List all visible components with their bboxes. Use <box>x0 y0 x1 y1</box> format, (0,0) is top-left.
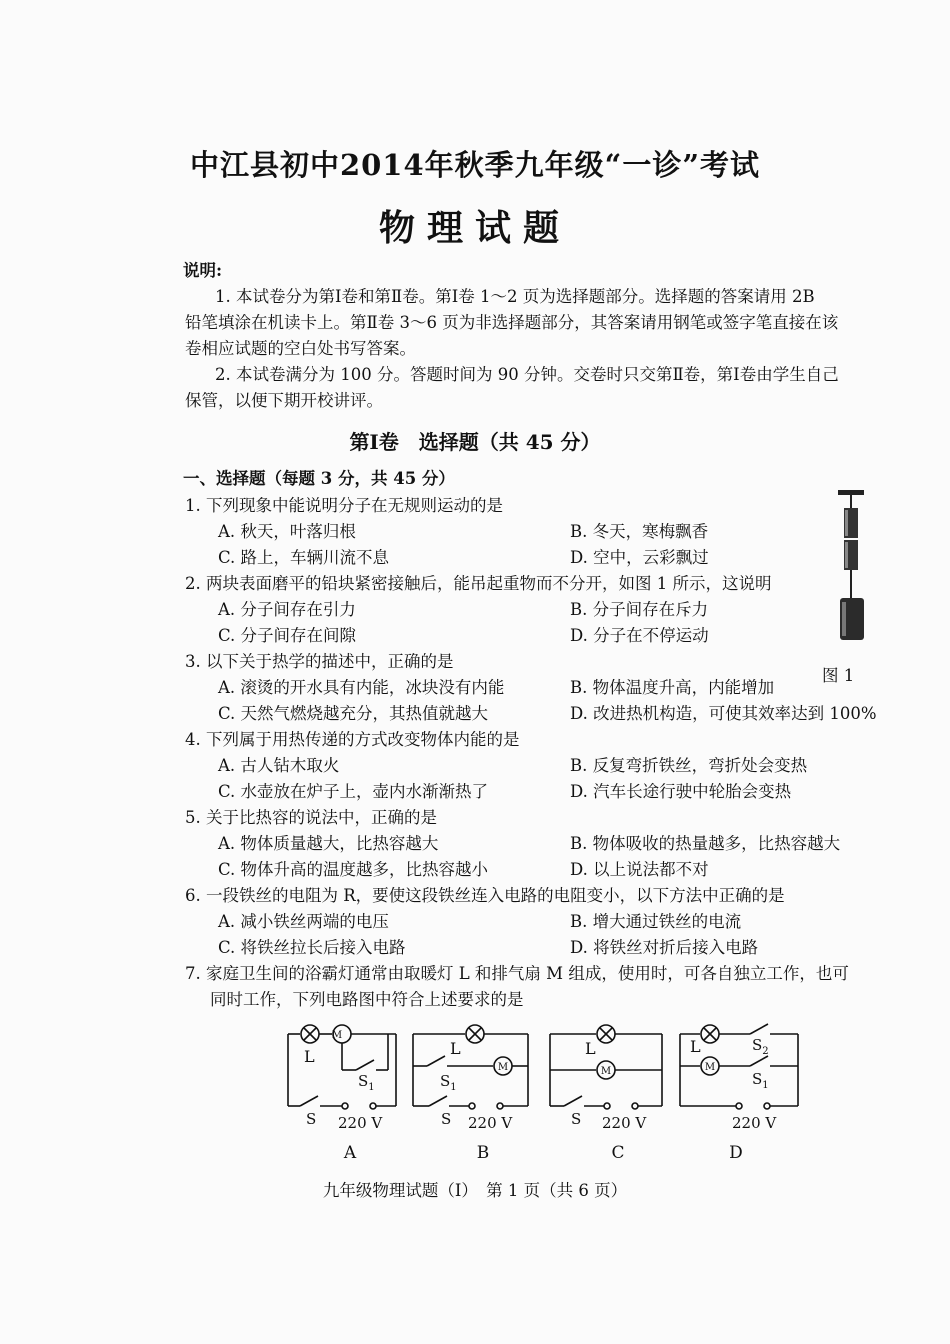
lamp-label: L <box>585 1039 596 1058</box>
switch-s-label: S <box>306 1110 317 1128</box>
instruction-line: 保管，以便下期开校讲评。 <box>185 391 383 410</box>
option: C. 将铁丝拉长后接入电路 <box>218 938 406 957</box>
exam-title: 中江县初中2014年秋季九年级“一诊”考试 <box>189 148 761 182</box>
switch-s1-label: $S_1$ <box>752 1070 769 1091</box>
question-stem: 2. 两块表面磨平的铅块紧密接触后，能吊起重物而不分开，如图 1 所示，这说明 <box>185 574 772 593</box>
option: A. 古人钻木取火 <box>218 756 340 775</box>
question-stem: 7. 家庭卫生间的浴霸灯通常由取暖灯 L 和排气扇 M 组成，使用时，可各自独立工作，也可 <box>185 964 849 983</box>
option: C. 路上，车辆川流不息 <box>218 548 390 567</box>
switch-s-label: S <box>441 1110 452 1128</box>
lamp-label: L <box>450 1039 461 1058</box>
figure-1-label: 图 1 <box>822 666 855 685</box>
option: D. 改进热机构造，可使其效率达到 100% <box>570 704 877 723</box>
support-bar <box>838 490 864 495</box>
option: A. 滚烫的开水具有内能，冰块没有内能 <box>218 678 505 697</box>
question-stem: 6. 一段铁丝的电阻为 R，要使这段铁丝连入电路的电阻变小，以下方法中正确的是 <box>185 886 785 905</box>
switch-s1-label: $S_1$ <box>440 1072 457 1093</box>
option: D. 将铁丝对折后接入电路 <box>570 938 759 957</box>
instruction-line: 2. 本试卷满分为 100 分。答题时间为 90 分钟。交卷时只交第Ⅱ卷，第Ⅰ卷由学生自己 <box>215 365 839 384</box>
switch-s2-label: $S_2$ <box>752 1036 769 1057</box>
circuit-option-label: A <box>343 1143 357 1163</box>
circuit-diagrams <box>278 1020 808 1170</box>
option: B. 物体吸收的热量越多，比热容越大 <box>570 834 841 853</box>
instructions-label: 说明: <box>183 261 223 280</box>
instruction-line: 1. 本试卷分为第Ⅰ卷和第Ⅱ卷。第Ⅰ卷 1～2 页为选择题部分。选择题的答案请用 2B <box>215 287 815 306</box>
motor-label: M <box>331 1030 343 1041</box>
option: C. 分子间存在间隙 <box>218 626 357 645</box>
option: A. 分子间存在引力 <box>218 600 356 619</box>
circuit-option-label: C <box>611 1143 625 1163</box>
motor-label: M <box>704 1062 716 1073</box>
block-highlight <box>845 510 848 536</box>
weight-highlight <box>842 602 846 636</box>
option: D. 以上说法都不对 <box>570 860 709 879</box>
motor-label: M <box>497 1062 509 1073</box>
page-footer: 九年级物理试题（Ⅰ） 第 1 页（共 6 页） <box>322 1181 628 1200</box>
voltage-label: 220 V <box>732 1114 777 1132</box>
circuit-option-label: D <box>729 1143 743 1163</box>
figure-1-lead-blocks <box>832 488 872 648</box>
lamp-label: L <box>304 1047 315 1066</box>
voltage-label: 220 V <box>602 1114 647 1132</box>
block-highlight <box>845 542 848 568</box>
instruction-line: 铅笔填涂在机读卡上。第Ⅱ卷 3～6 页为非选择题部分，其答案请用钢笔或签字笔直接在该 <box>185 313 839 332</box>
option: C. 天然气燃烧越充分，其热值就越大 <box>218 704 489 723</box>
voltage-label: 220 V <box>468 1114 513 1132</box>
section-title: 第Ⅰ卷 选择题（共 45 分） <box>349 430 601 454</box>
question-stem: 4. 下列属于用热传递的方式改变物体内能的是 <box>185 730 520 749</box>
question-stem: 1. 下列现象中能说明分子在无规则运动的是 <box>185 496 503 515</box>
option: D. 空中，云彩飘过 <box>570 548 709 567</box>
lamp-label: L <box>690 1037 701 1056</box>
option: D. 汽车长途行驶中轮胎会变热 <box>570 782 792 801</box>
instruction-line: 卷相应试题的空白处书写答案。 <box>185 339 416 358</box>
part-heading: 一、选择题（每题 3 分，共 45 分） <box>183 469 455 488</box>
option: C. 水壶放在炉子上，壶内水渐渐热了 <box>218 782 489 801</box>
question-stem: 同时工作，下列电路图中符合上述要求的是 <box>210 990 524 1009</box>
switch-s-label: S <box>571 1110 582 1128</box>
option: D. 分子在不停运动 <box>570 626 709 645</box>
question-stem: 5. 关于比热容的说法中，正确的是 <box>185 808 437 827</box>
motor-label: M <box>600 1066 612 1077</box>
option: B. 物体温度升高，内能增加 <box>570 678 775 697</box>
option: B. 反复弯折铁丝，弯折处会变热 <box>570 756 808 775</box>
option: C. 物体升高的温度越多，比热容越小 <box>218 860 489 879</box>
option: A. 秋天，叶落归根 <box>218 522 356 541</box>
circuit-b <box>413 1025 528 1109</box>
question-stem: 3. 以下关于热学的描述中，正确的是 <box>185 652 454 671</box>
option: A. 减小铁丝两端的电压 <box>218 912 389 931</box>
exam-subtitle: 物理试题 <box>378 207 571 249</box>
option: B. 增大通过铁丝的电流 <box>570 912 742 931</box>
switch-s1-label: $S_1$ <box>358 1072 375 1093</box>
option: A. 物体质量越大，比热容越大 <box>218 834 439 853</box>
circuit-option-label: B <box>476 1143 490 1163</box>
option: B. 分子间存在斥力 <box>570 600 709 619</box>
voltage-label: 220 V <box>338 1114 383 1132</box>
option: B. 冬天，寒梅飘香 <box>570 522 709 541</box>
